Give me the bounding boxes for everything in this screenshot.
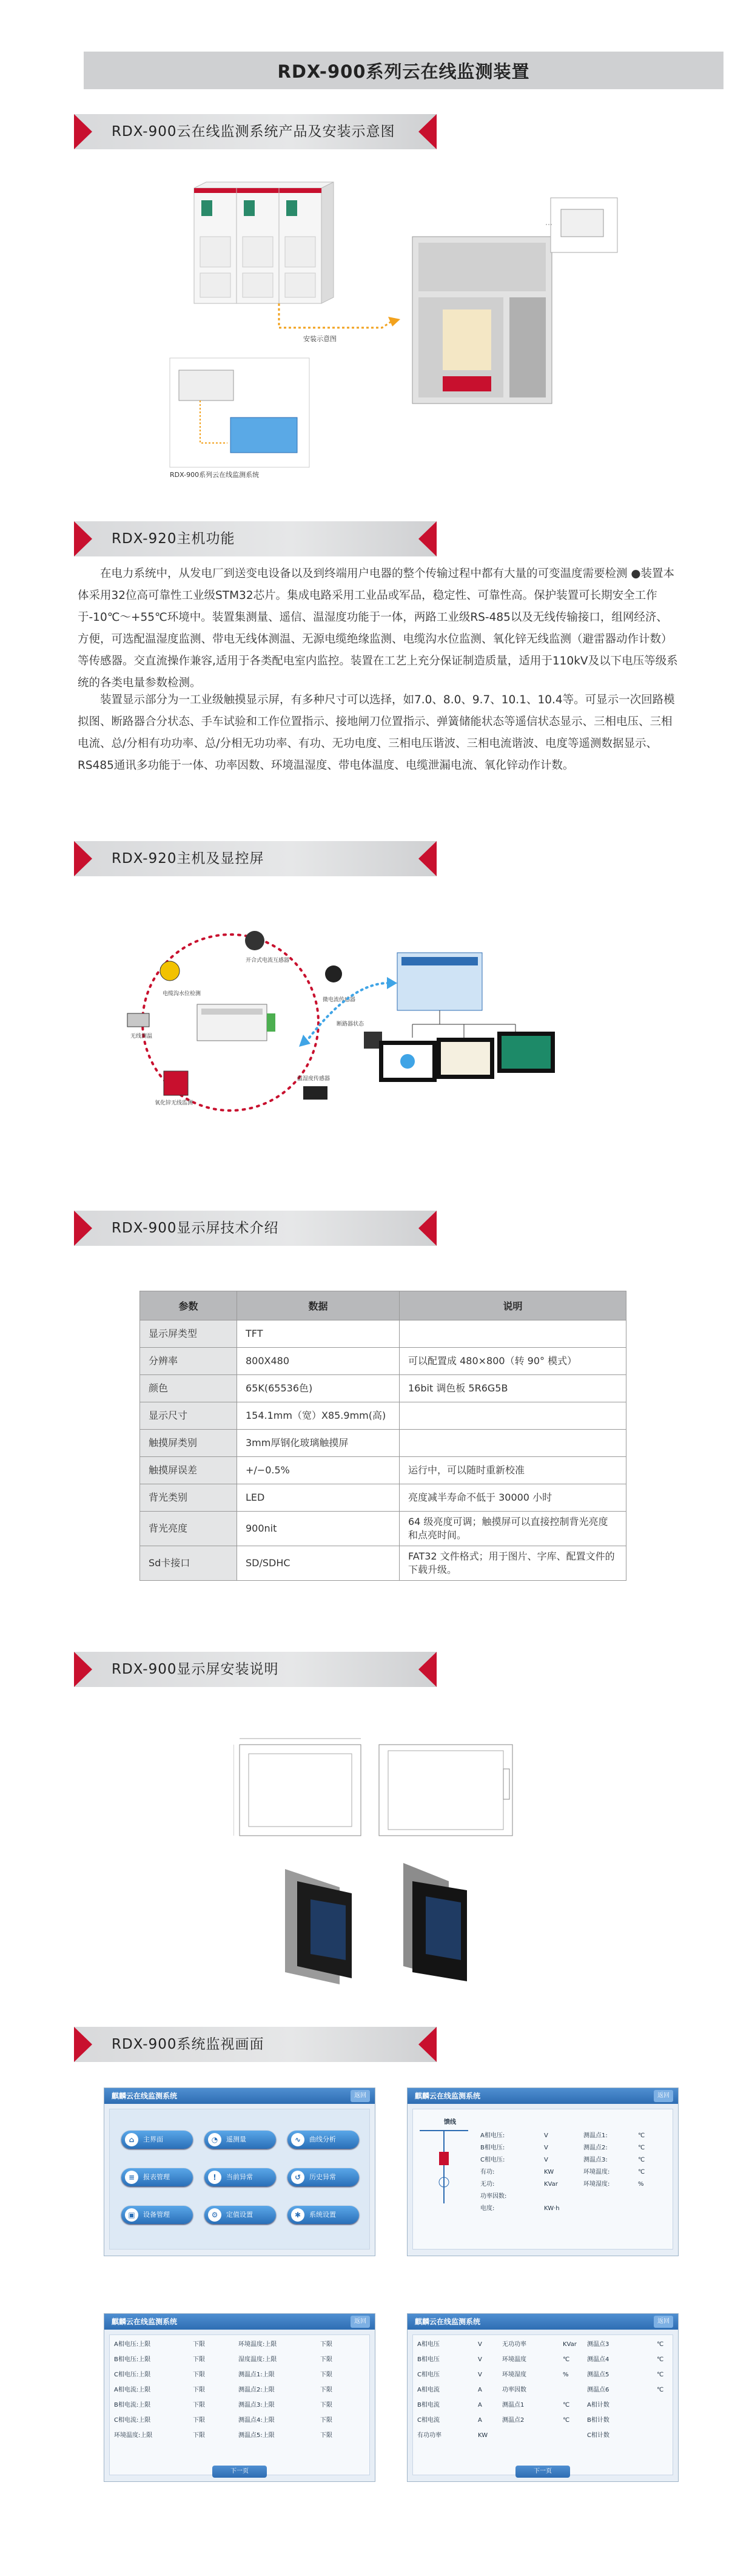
table-row xyxy=(140,1375,626,1402)
svg-text:温湿度传感器: 温湿度传感器 xyxy=(297,1076,331,1082)
install-arrow xyxy=(279,303,391,328)
spec-note xyxy=(400,1402,626,1430)
spec-table xyxy=(139,1291,626,1581)
monitor-screen-feeder: 麒麟云在线监测系统 返回 馈线 A相电压: V 测温点1: ℃ B相电压: V 测温点2: ℃ C相电压: V 测温点3: ℃ 有功: KW 环境温度: ℃ 无功: KVar 环境湿度: % 功率因数: 电度: KW·h xyxy=(407,2088,679,2256)
spec-header: 参数 xyxy=(140,1291,237,1320)
install-diagram xyxy=(73,176,703,504)
mounting-drawing xyxy=(233,1733,519,1854)
title-bar xyxy=(84,52,723,89)
svg-text:氧化锌无线监测: 氧化锌无线监测 xyxy=(155,1100,193,1106)
spec-header: 数据 xyxy=(237,1291,400,1320)
menu-report[interactable]: ≡ 报表管理 xyxy=(121,2168,193,2186)
single-line-diagram xyxy=(420,2125,468,2216)
alarm-icon: ! xyxy=(208,2171,221,2184)
spec-note xyxy=(400,1320,626,1348)
table-row xyxy=(140,1430,626,1457)
section-header-monitor-screens xyxy=(74,2027,437,2062)
menu-main[interactable]: ⌂ 主界面 xyxy=(121,2131,193,2149)
module-caption: RDX-900系列云在线监测系统 xyxy=(170,471,260,479)
spec-note: 64 级亮度可调；触摸屏可以直接控制背光亮度和点亮时间。 xyxy=(400,1512,626,1546)
monitor-screen-main-menu xyxy=(104,2088,375,2256)
back-button[interactable]: 返回 xyxy=(654,2090,673,2102)
section-title: RDX-900云在线监测系统产品及安装示意图 xyxy=(112,124,395,140)
monitor-screen-measurements: 麒麟云在线监测系统 返回 A相电压 V 无功功率 KVar 测温点3 ℃ B相电压 V 环境温度 ℃ 测温点4 ℃ C相电压 V 环境湿度 % 测温点5 ℃ A相电流 A 功率因数 测温点6 ℃ B相电流 A 测温点1 ℃ A相计数 C相电流 A 测温点2 ℃ B相计数 有功功率 KW C相计数 下一页 xyxy=(407,2313,679,2482)
spec-note: FAT32 文件格式；用于图片、字库、配置文件的下载升级。 xyxy=(400,1546,626,1581)
hub-diagram xyxy=(91,916,673,1123)
gauge-icon: ◔ xyxy=(208,2133,221,2146)
home-icon: ⌂ xyxy=(125,2133,138,2146)
spec-param: Sd卡接口 xyxy=(140,1546,237,1581)
cabinet-interior-image xyxy=(412,237,552,404)
back-button[interactable]: 返回 xyxy=(351,2090,370,2102)
svg-text:无线测温: 无线测温 xyxy=(130,1033,153,1040)
spec-note xyxy=(400,1430,626,1457)
menu-history-alarm[interactable]: ↺ 历史异常 xyxy=(287,2168,359,2186)
section-header-display-spec xyxy=(74,1211,437,1246)
back-button[interactable]: 返回 xyxy=(351,2316,370,2328)
next-page-button[interactable]: 下一页 xyxy=(515,2466,570,2478)
svg-text:电缆沟水位检测: 电缆沟水位检测 xyxy=(163,991,201,997)
section-title: RDX-900显示屏安装说明 xyxy=(112,1662,279,1677)
spec-value: SD/SDHC xyxy=(237,1546,400,1581)
spec-value: 154.1mm（宽）X85.9mm(高) xyxy=(237,1402,400,1430)
table-row xyxy=(140,1348,626,1375)
table-row xyxy=(140,1457,626,1484)
spec-param: 分辨率 xyxy=(140,1348,237,1375)
function-paragraph-1: 在电力系统中，从发电厂到送变电设备以及到终端用户电器的整个传输过程中都有大量的可变温度需要检测 ●装置本体采用32位高可靠性工业级STM32芯片。集成电路采用工业品或军品，稳定性、可靠性高。保护装置可长期安全工作于-10℃～+55℃环境中。装置集测量、遥信、温湿度功能于一体，两路工业级RS-485以及无线传输接口，组网经济、方便，可选配温湿度监测、带电无线体测温、无源电缆绝缘监测、电缆沟水位监测、氧化锌无线监测（避雷器动作计数）等传感器。交直流操作兼容,适用于各类配电室内监控。装置在工艺上充分保证制造质量，适用于110kV及以下电压等级系统的各类电量参数检测。 xyxy=(78,567,678,689)
section-title: RDX-900系统监视画面 xyxy=(112,2037,264,2052)
table-row xyxy=(140,1484,626,1512)
function-paragraph-2: 装置显示部分为一工业级触摸显示屏，有多种尺寸可以选择，如7.0、8.0、9.7、10.1、10.4等。可显示一次回路模拟图、断路器合分状态、手车试验和工作位置指示、接地闸刀位置指示、弹簧储能状态等遥信状态显示、三相电压、三相电流、总/分相有功功率、总/分相无功功率、有功、无功电度、三相电压谐波、三相电流谐波、电度等遥测数据显示、RS485通讯多功能于一体、功率因数、环境温湿度、带电体温度、电缆泄漏电流、氧化锌动作计数。 xyxy=(78,694,675,772)
spec-value: 65K(65536色) xyxy=(237,1375,400,1402)
spec-note: 运行中，可以随时重新校准 xyxy=(400,1457,626,1484)
svg-text:断路器状态: 断路器状态 xyxy=(337,1021,364,1027)
device-icon: ▣ xyxy=(125,2208,138,2222)
spec-note: 亮度减半寿命不低于 30000 小时 xyxy=(400,1484,626,1512)
switchgear-cabinet-image xyxy=(194,182,334,303)
app-title: 麒麟云在线监测系统 xyxy=(415,2317,481,2326)
section-title: RDX-920主机功能 xyxy=(112,531,235,547)
spec-value: LED xyxy=(237,1484,400,1512)
table-row xyxy=(140,1402,626,1430)
spec-value: 900nit xyxy=(237,1512,400,1546)
svg-text:开合式电流互感器: 开合式电流互感器 xyxy=(246,958,290,964)
app-title: 麒麟云在线监测系统 xyxy=(112,2092,178,2100)
history-icon: ↺ xyxy=(291,2171,304,2184)
spec-value: 3mm厚钢化玻璃触摸屏 xyxy=(237,1430,400,1457)
app-title: 麒麟云在线监测系统 xyxy=(415,2092,481,2100)
table-row xyxy=(140,1320,626,1348)
svg-text:微电流传感器: 微电流传感器 xyxy=(323,997,356,1003)
spec-note: 16bit 调色板 5R6G5B xyxy=(400,1375,626,1402)
table-row xyxy=(140,1546,626,1581)
spec-param: 触摸屏类别 xyxy=(140,1430,237,1457)
menu-system[interactable]: ✱ 系统设置 xyxy=(287,2206,359,2224)
menu-current-alarm[interactable]: ! 当前异常 xyxy=(204,2168,276,2186)
menu-device[interactable]: ▣ 设备管理 xyxy=(121,2206,193,2224)
back-button[interactable]: 返回 xyxy=(654,2316,673,2328)
spec-param: 显示屏类型 xyxy=(140,1320,237,1348)
spec-value: TFT xyxy=(237,1320,400,1348)
monitor-screen-thresholds: 麒麟云在线监测系统 返回 A相电压:上限 下限 环境温度:上限 下限 B相电压:上限 下限 湿度温度:上限 下限 C相电压:上限 下限 测温点1:上限 下限 A相电流:上限 下限 测温点2:上限 下限 B相电流:上限 下限 测温点3:上限 下限 C相电流:上限 下限 测温点4:上限 下限 环境温度:上限 下限 测温点5:上限 下限 下一页 xyxy=(104,2313,375,2482)
section-title: RDX-900显示屏技术介绍 xyxy=(112,1220,279,1236)
spec-param: 颜色 xyxy=(140,1375,237,1402)
section-header-install xyxy=(74,1652,437,1687)
spec-param: 背光类别 xyxy=(140,1484,237,1512)
spec-value: 800X480 xyxy=(237,1348,400,1375)
install-label: 安装示意图 xyxy=(303,335,337,343)
spec-header: 说明 xyxy=(400,1291,626,1320)
wireless-link xyxy=(309,983,388,1038)
table-row xyxy=(140,1512,626,1546)
next-page-button[interactable]: 下一页 xyxy=(212,2466,267,2478)
setpoint-icon: ⚙ xyxy=(208,2208,221,2222)
chart-icon: ∿ xyxy=(291,2133,304,2146)
spec-param: 背光亮度 xyxy=(140,1512,237,1546)
section-header-function xyxy=(74,521,437,556)
spec-param: 显示尺寸 xyxy=(140,1402,237,1430)
spec-note: 可以配置成 480×800（转 90° 模式） xyxy=(400,1348,626,1375)
page-title: RDX-900系列云在线监测装置 xyxy=(277,61,530,82)
section-title: RDX-920主机及显控屏 xyxy=(112,851,264,867)
mounting-photos xyxy=(267,1863,497,1984)
app-title: 麒麟云在线监测系统 xyxy=(112,2317,178,2326)
spec-value: +/−0.5% xyxy=(237,1457,400,1484)
menu-setpoint[interactable]: ⚙ 定值设置 xyxy=(204,2206,276,2224)
menu-curve[interactable]: ∿ 曲线分析 xyxy=(287,2131,359,2149)
section-header-product xyxy=(74,114,437,149)
report-icon: ≡ xyxy=(125,2171,138,2184)
menu-telemetry[interactable]: ◔ 遥测量 xyxy=(204,2131,276,2149)
section-header-host-display xyxy=(74,841,437,876)
settings-icon: ✱ xyxy=(291,2208,304,2222)
spec-param: 触摸屏误差 xyxy=(140,1457,237,1484)
